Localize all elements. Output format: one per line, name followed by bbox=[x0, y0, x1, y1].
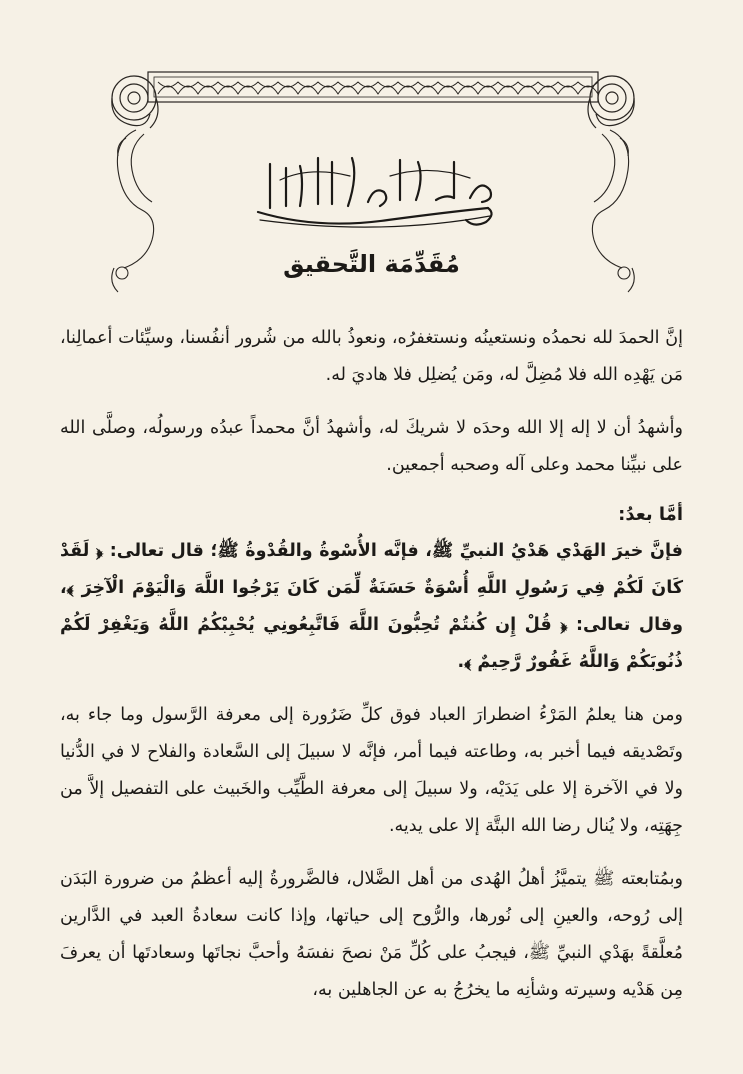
paragraph-testimony: وأشهدُ أن لا إله إلا الله وحدَه لا شريكَ له، وأشهدُ أنَّ محمداً عبدُه ورسولُه، وصلَّى الله على نبيِّنا محمد وعلى آله وصحبه أجمعين. bbox=[60, 418, 683, 475]
paragraph-necessity: ومن هنا يعلمُ المَرْءُ اضطرارَ العباد فوق كلِّ ضَرُورة إلى معرفة الرَّسول وما جاء به، وتَصْديقه فيما أخبر به، وطاعته فيما أمر، فإنَّه لا سبيلَ إلى السَّعادة والفلاح لا في الدُّنيا ولا في الآخرة إلا على يَدَيْه، ولا سبيلَ إلى معرفة الطَّيِّب والخَبيث على التفصيل إلاَّ من جِهَتِه، ولا يُنال رضا الله البتَّة إلا على يديه. bbox=[60, 705, 683, 836]
main-text bbox=[60, 320, 683, 1009]
basmala-calligraphy bbox=[240, 150, 510, 240]
paragraph-opening: إنَّ الحمدَ لله نحمدُه ونستعينُه ونستغفرُه، ونعوذُ بالله من شُرور أنفُسنا، وسيِّئات أعمالِنا، مَن يَهْدِه الله فلا مُضِلَّ له، ومَن يُضلِل فلا هاديَ له. bbox=[60, 328, 683, 385]
paragraph-following: وبمُتابعته ﷺ يتميَّزُ أهلُ الهُدى من أهل الضَّلال، فالضَّرورةُ إليه أعظمُ من ضرورة البَدَن إلى رُوحه، والعينِ إلى نُورها، والرُّوح إلى حياتها، وإذا كانت سعادةُ العبد في الدَّارين مُعلَّقةً بهَدْي النبيِّ ﷺ، فيجبُ على كُلِّ مَنْ نصحَ نفسَهُ وأحبَّ نجاتَها وسعادتَها أن يعرفَ مِن هَدْيه وسيرته وشأنِه ما يخرُجُ به عن الجاهلين به، bbox=[60, 869, 683, 1000]
section-title: مُقَدِّمَة التَّحقيق bbox=[283, 250, 460, 278]
paragraph-quran-verses: فإنَّ خيرَ الهَدْي هَدْيُ النبيِّ ﷺ، فإنَّه الأُسْوةُ والقُدْوةُ ﷺ؛ قال تعالى: ﴿ لَقَدْ كَانَ لَكُمْ فِي رَسُولِ اللَّهِ أُسْوَةٌ حَسَنَةٌ لِّمَن كَانَ يَرْجُوا اللَّهَ وَالْيَوْمَ الْآخِرَ ﴾، وقال تعالى: ﴿ قُلْ إِن كُنتُمْ تُحِبُّونَ اللَّهَ فَاتَّبِعُونِي يُحْبِبْكُمُ اللَّهُ وَيَغْفِرْ لَكُمْ ذُنُوبَكُمْ وَاللَّهُ غَفُورٌ رَّحِيمٌ ﴾. bbox=[60, 541, 683, 672]
paragraph-amma-bad: أمَّا بعدُ: bbox=[618, 504, 683, 525]
